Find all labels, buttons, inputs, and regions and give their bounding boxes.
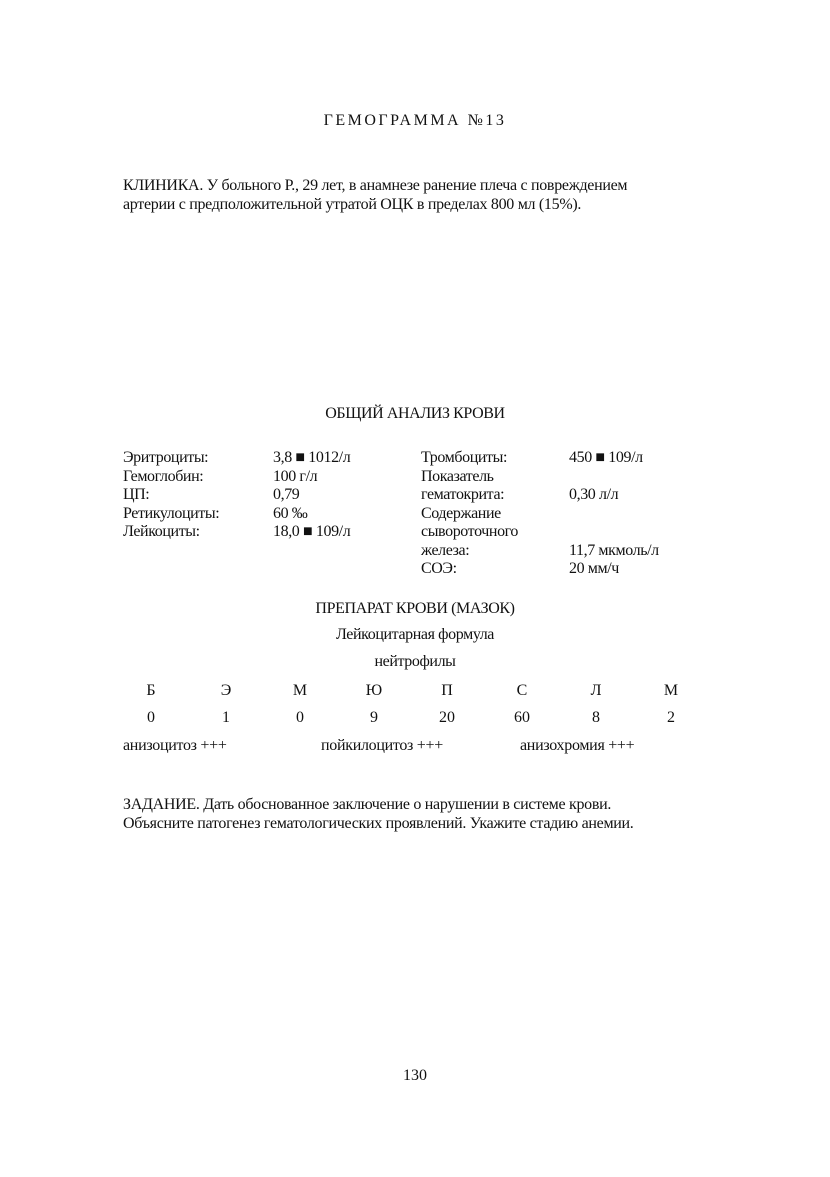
smear-heading: ПРЕПАРАТ КРОВИ (МАЗОК) (315, 600, 515, 617)
lab-value (569, 468, 659, 487)
clinic-paragraph (123, 176, 723, 214)
lab-label: гематокрита: (421, 486, 505, 503)
formula-value: 60 (514, 709, 530, 726)
formula-value: 0 (296, 709, 304, 726)
blood-test-right-labels (421, 449, 518, 579)
formula-value: 1 (222, 709, 230, 726)
formula-header: М (663, 682, 679, 699)
lab-label: СОЭ: (421, 560, 457, 577)
formula-header: Э (220, 682, 232, 699)
formula-header: Б (146, 682, 156, 699)
clinic-line-1: КЛИНИКА. У больного Р., 29 лет, в анамнезе ранение плеча с повреждением (123, 177, 628, 194)
clinic-line-2: артерии с предположительной утратой ОЦК в пределах 800 мл (15%). (123, 196, 582, 213)
lab-label: Содержание (421, 504, 501, 522)
neutrophils-label: нейтрофилы (374, 653, 456, 670)
formula-header: Л (590, 682, 602, 699)
formula-header: Ю (365, 682, 383, 699)
task-line-2: Объясните патогенез гематологических проявлений. Укажите стадию анемии. (123, 815, 634, 832)
morphology-anisocytosis: анизоцитоз +++ (123, 737, 227, 754)
lab-value (569, 505, 659, 524)
lab-value: 60 ‰ (273, 504, 308, 522)
leukocyte-formula-label: Лейкоцитарная формула (335, 626, 495, 643)
page-number: 130 (403, 1067, 427, 1084)
morphology-anisochromia: анизохромия +++ (520, 737, 635, 754)
task-line-1: ЗАДАНИЕ. Дать обоснованное заключение о нарушении в системе крови. (123, 796, 612, 813)
blood-test-right-values (569, 449, 659, 579)
formula-header: М (292, 682, 308, 699)
lab-value: 18,0 ■ 109/л (273, 523, 351, 540)
lab-value (569, 523, 659, 542)
lab-label: Тромбоциты: (421, 449, 508, 466)
formula-value: 9 (370, 709, 378, 726)
lab-value: 3,8 ■ 1012/л (273, 449, 351, 466)
task-paragraph (123, 795, 723, 833)
lab-value: 11,7 мкмоль/л (569, 541, 659, 559)
formula-value: 0 (147, 709, 155, 726)
formula-header: П (441, 682, 453, 699)
blood-test-left-values (273, 449, 350, 542)
lab-label: Лейкоциты: (123, 523, 200, 540)
lab-label: ЦП: (123, 486, 150, 503)
blood-test-heading: ОБЩИЙ АНАЛИЗ КРОВИ (325, 405, 505, 422)
formula-header: С (516, 682, 528, 699)
formula-value: 2 (667, 709, 675, 726)
lab-value: 0,79 (273, 486, 300, 503)
lab-label: Показатель (421, 467, 494, 485)
formula-value: 20 (439, 709, 455, 726)
lab-label: Эритроциты: (123, 449, 209, 466)
morphology-poikilocytosis: пойкилоцитоз +++ (321, 737, 443, 754)
formula-value: 8 (592, 709, 600, 726)
lab-label: сывороточного (421, 523, 519, 540)
blood-test-left-labels (123, 449, 219, 542)
document-title: ГЕМОГРАММА №13 (323, 112, 507, 129)
lab-value: 0,30 л/л (569, 486, 619, 503)
lab-label: Ретикулоциты: (123, 504, 220, 522)
lab-value: 100 г/л (273, 467, 318, 485)
lab-label: Гемоглобин: (123, 467, 204, 485)
lab-value: 450 ■ 109/л (569, 449, 643, 466)
lab-label: железа: (421, 541, 470, 559)
lab-value: 20 мм/ч (569, 560, 619, 577)
